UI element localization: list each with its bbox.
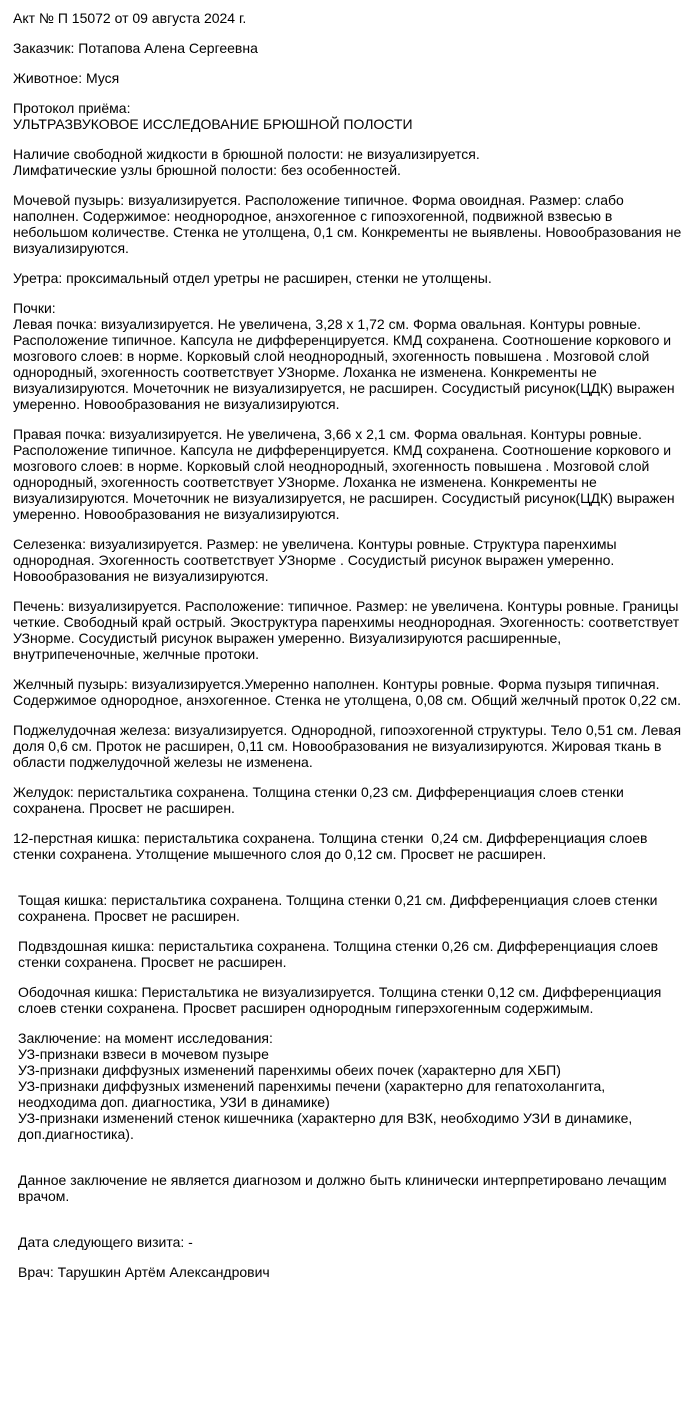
text-line: Заказчик: Потапова Алена Сергеевна	[13, 40, 258, 56]
conclusion	[13, 1030, 682, 1142]
text-line: Печень: визуализируется. Расположение: типичное. Размер: не увеличена. Контуры ровные. Границы четкие. Свободный край острый. Экоструктура паренхимы неоднородная. Эхогенность: соответствует УЗнорме. Сосудистый рисунок выражен умеренно. Визуализируются расширенные, внутрипеченочные, желчные протоки.	[13, 598, 684, 662]
colon	[13, 984, 682, 1016]
act-number	[13, 10, 682, 26]
text-line: УЗ-признаки диффузных изменений паренхимы печени (характерно для гепатохолангита, неодходима доп. диагностика, УЗИ в динамике)	[18, 1078, 610, 1110]
text-line: Левая почка: визуализируется. Не увеличена, 3,28 х 1,72 см. Форма овальная. Контуры ровные. Расположение типичное. Капсула не дифференцируется. КМД сохранена. Соотношение коркового и мозгового слоев: в норме. Корковый слой неоднородный, эхогенность повышена . Мозговой слой однородный, эхогенность соответствует УЗнорме. Лоханка не изменена. Конкременты не визуализируются. Мочеточник не визуализируется, не расширен. Сосудистый рисунок(ЦДК) выражен умеренно. Новообразования не визуализируются.	[13, 316, 679, 412]
bladder	[13, 192, 686, 256]
text-line: Тощая кишка: перистальтика сохранена. Толщина стенки 0,21 см. Дифференциация слоев стенки сохранена. Просвет не расширен.	[18, 892, 662, 924]
duodenum	[13, 830, 682, 862]
protocol-title	[13, 100, 682, 132]
kidneys-left	[13, 300, 682, 412]
text-line: УЗ-признаки диффузных изменений паренхимы обеих почек (характерно для ХБП)	[18, 1062, 561, 1078]
text-line: Врач: Тарушкин Артём Александрович	[18, 1264, 270, 1280]
text-line: Заключение: на момент исследования:	[18, 1030, 273, 1046]
text-line: Желчный пузырь: визуализируется.Умеренно наполнен. Контуры ровные. Форма пузыря типичная. Содержимое однородное, анэхогенное. Стенка не утолщена, 0,08 см. Общий желчный проток 0,22 см.	[13, 676, 681, 708]
text-line: Наличие свободной жидкости в брюшной полости: не визуализируется.	[13, 146, 480, 162]
text-line: Подвздошная кишка: перистальтика сохранена. Толщина стенки 0,26 см. Дифференциация слоев стенки сохранена. Просвет не расширен.	[18, 938, 662, 970]
text-line: Ободочная кишка: Перистальтика не визуализируется. Толщина стенки 0,12 см. Дифференциация слоев стенки сохранена. Просвет расширен однородным гиперэхогенным содержимым.	[18, 984, 666, 1016]
kidneys-right	[13, 426, 682, 522]
disclaimer	[13, 1172, 682, 1204]
pancreas	[13, 722, 685, 770]
stomach	[13, 784, 682, 816]
text-line: Почки:	[13, 300, 56, 316]
text-line: Дата следующего визита: -	[18, 1234, 193, 1250]
text-line: Животное: Муся	[13, 70, 120, 86]
text-line: Правая почка: визуализируется. Не увеличена, 3,66 х 2,1 см. Форма овальная. Контуры ровные. Расположение типичное. Капсула не дифференцируется. КМД сохранена. Соотношение коркового и мозгового слоев: в норме. Корковый слой неоднородный, эхогенность повышена . Мозговой слой однородный, эхогенность соответствует УЗнорме. Лоханка не изменена. Конкременты не визуализируются. Мочеточник не визуализируется, не расширен. Сосудистый рисунок(ЦДК) выражен умеренно. Новообразования не визуализируются.	[13, 426, 679, 522]
spleen	[13, 536, 682, 584]
text-line: УЗ-признаки взвеси в мочевом пузыре	[18, 1046, 269, 1062]
doctor	[13, 1264, 682, 1280]
text-line: Акт № П 15072 от 09 августа 2024 г.	[13, 10, 247, 26]
text-line: Селезенка: визуализируется. Размер: не увеличена. Контуры ровные. Структура паренхимы однородная. Эхогенность соответствует УЗнорме . Сосудистый рисунок выражен умеренно. Новообразования не визуализируются.	[13, 536, 621, 584]
report-body	[13, 10, 686, 1280]
jejunum	[13, 892, 682, 924]
urethra	[13, 270, 682, 286]
next-visit-date	[13, 1234, 682, 1250]
text-line: 12-перстная кишка: перистальтика сохранена. Толщина стенки 0,24 см. Дифференциация слоев стенки сохранена. Утолщение мышечного слоя до 0,12 см. Просвет не расширен.	[13, 830, 652, 862]
text-line: Лимфатические узлы брюшной полости: без особенностей.	[13, 162, 401, 178]
liver	[13, 598, 682, 662]
free-fluid-and-lymph-nodes	[13, 146, 682, 178]
text-line: Протокол приёма:	[13, 100, 131, 116]
text-line: Поджелудочная железа: визуализируется. Однородной, гипоэхогенной структуры. Тело 0,51 см. Левая доля 0,6 см. Проток не расширен, 0,11 см. Новообразования не визуализируются. Жировая ткань в области поджелудочной железы не изменена.	[13, 722, 685, 770]
text-line: Уретра: проксимальный отдел уретры не расширен, стенки не утолщены.	[13, 270, 492, 286]
gallbladder	[13, 676, 682, 708]
text-line: Данное заключение не является диагнозом и должно быть клинически интерпретировано лечащим врачом.	[18, 1172, 671, 1204]
text-line: Мочевой пузырь: визуализируется. Расположение типичное. Форма овоидная. Размер: слабо наполнен. Содержимое: неоднородное, анэхогенное с гипоэхогенной, подвижной взвесью в небольшом количестве. Стенка не утолщена, 0,1 см. Конкременты не выявлены. Новообразования не визуализируются.	[13, 192, 686, 256]
animal	[13, 70, 682, 86]
client	[13, 40, 682, 56]
text-line: УЛЬТРАЗВУКОВОЕ ИССЛЕДОВАНИЕ БРЮШНОЙ ПОЛОСТИ	[13, 116, 413, 132]
text-line: Желудок: перистальтика сохранена. Толщина стенки 0,23 см. Дифференциация слоев стенки сохранена. Просвет не расширен.	[13, 784, 628, 816]
ileum	[13, 938, 682, 970]
text-line: УЗ-признаки изменений стенок кишечника (характерно для ВЗК, необходимо УЗИ в динамике, доп.диагностика).	[18, 1110, 637, 1142]
